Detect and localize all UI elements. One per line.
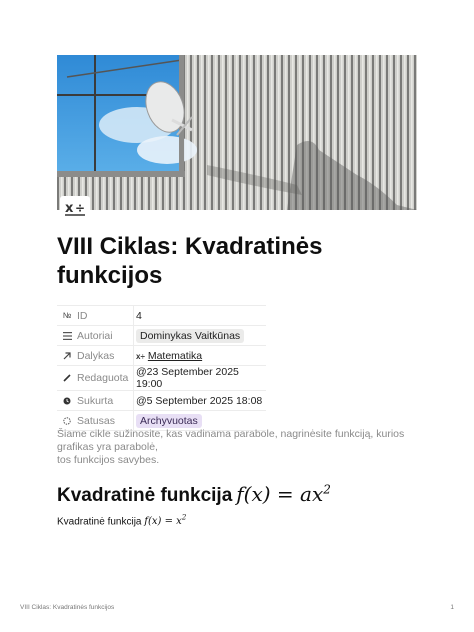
svg-text:x: x [65, 201, 74, 216]
property-row-edited [57, 366, 266, 391]
description [57, 428, 427, 467]
description-line-1: Šiame cikle sužinosite, kas vadinama parabole, nagrinėsite funkciją, kurios grafikas yra parabolė, [57, 428, 405, 453]
cover-image [57, 55, 417, 210]
heading-formula: $f(x) = ax^2$ [236, 482, 331, 506]
page-title: VIII Ciklas: Kvadratinės funkcijos [57, 233, 323, 289]
property-value-authors[interactable] [134, 326, 267, 346]
property-row-authors [57, 326, 266, 346]
footer-title: VIII Ciklas: Kvadratinės funkcijos [20, 604, 115, 611]
body-formula: $f(x) = x^2$ [144, 514, 187, 528]
property-value-subject[interactable] [134, 346, 267, 366]
property-value-id[interactable]: 4 [134, 306, 267, 326]
properties-table [57, 305, 266, 431]
property-key: Satusas [77, 414, 115, 427]
property-row-created [57, 391, 266, 411]
arrow-up-right-icon [60, 350, 74, 362]
status-badge[interactable]: Archyvuotas [136, 414, 202, 428]
function-icon [60, 196, 90, 222]
section-body: Kvadratinė funkcija $f(x) = x^2$ [57, 514, 187, 528]
subject-link[interactable]: Matematika [147, 349, 203, 362]
description-line-2: tos funkcijos savybes. [57, 454, 160, 466]
property-key: Sukurta [77, 394, 114, 407]
list-icon [60, 330, 74, 342]
status-icon [60, 415, 74, 427]
pencil-icon [60, 372, 74, 384]
property-key: Dalykas [77, 349, 115, 362]
property-value-edited: @23 September 2025 19:00 [134, 366, 267, 391]
page-number: 1 [450, 604, 454, 611]
property-key: Redaguota [77, 372, 129, 384]
property-key: Autoriai [77, 329, 113, 342]
property-value-created: @5 September 2025 18:08 [134, 391, 267, 411]
property-row-subject [57, 346, 266, 366]
clock-icon [60, 395, 74, 407]
svg-text:÷: ÷ [75, 201, 86, 215]
function-icon: x÷ [136, 351, 145, 361]
number-icon: № [62, 311, 72, 320]
property-key: ID [77, 309, 88, 322]
author-tag[interactable]: Dominykas Vaitkūnas [136, 329, 244, 343]
property-row-id [57, 306, 266, 326]
section-heading: Kvadratinė funkcija $f(x) = ax^2$ [57, 482, 331, 506]
